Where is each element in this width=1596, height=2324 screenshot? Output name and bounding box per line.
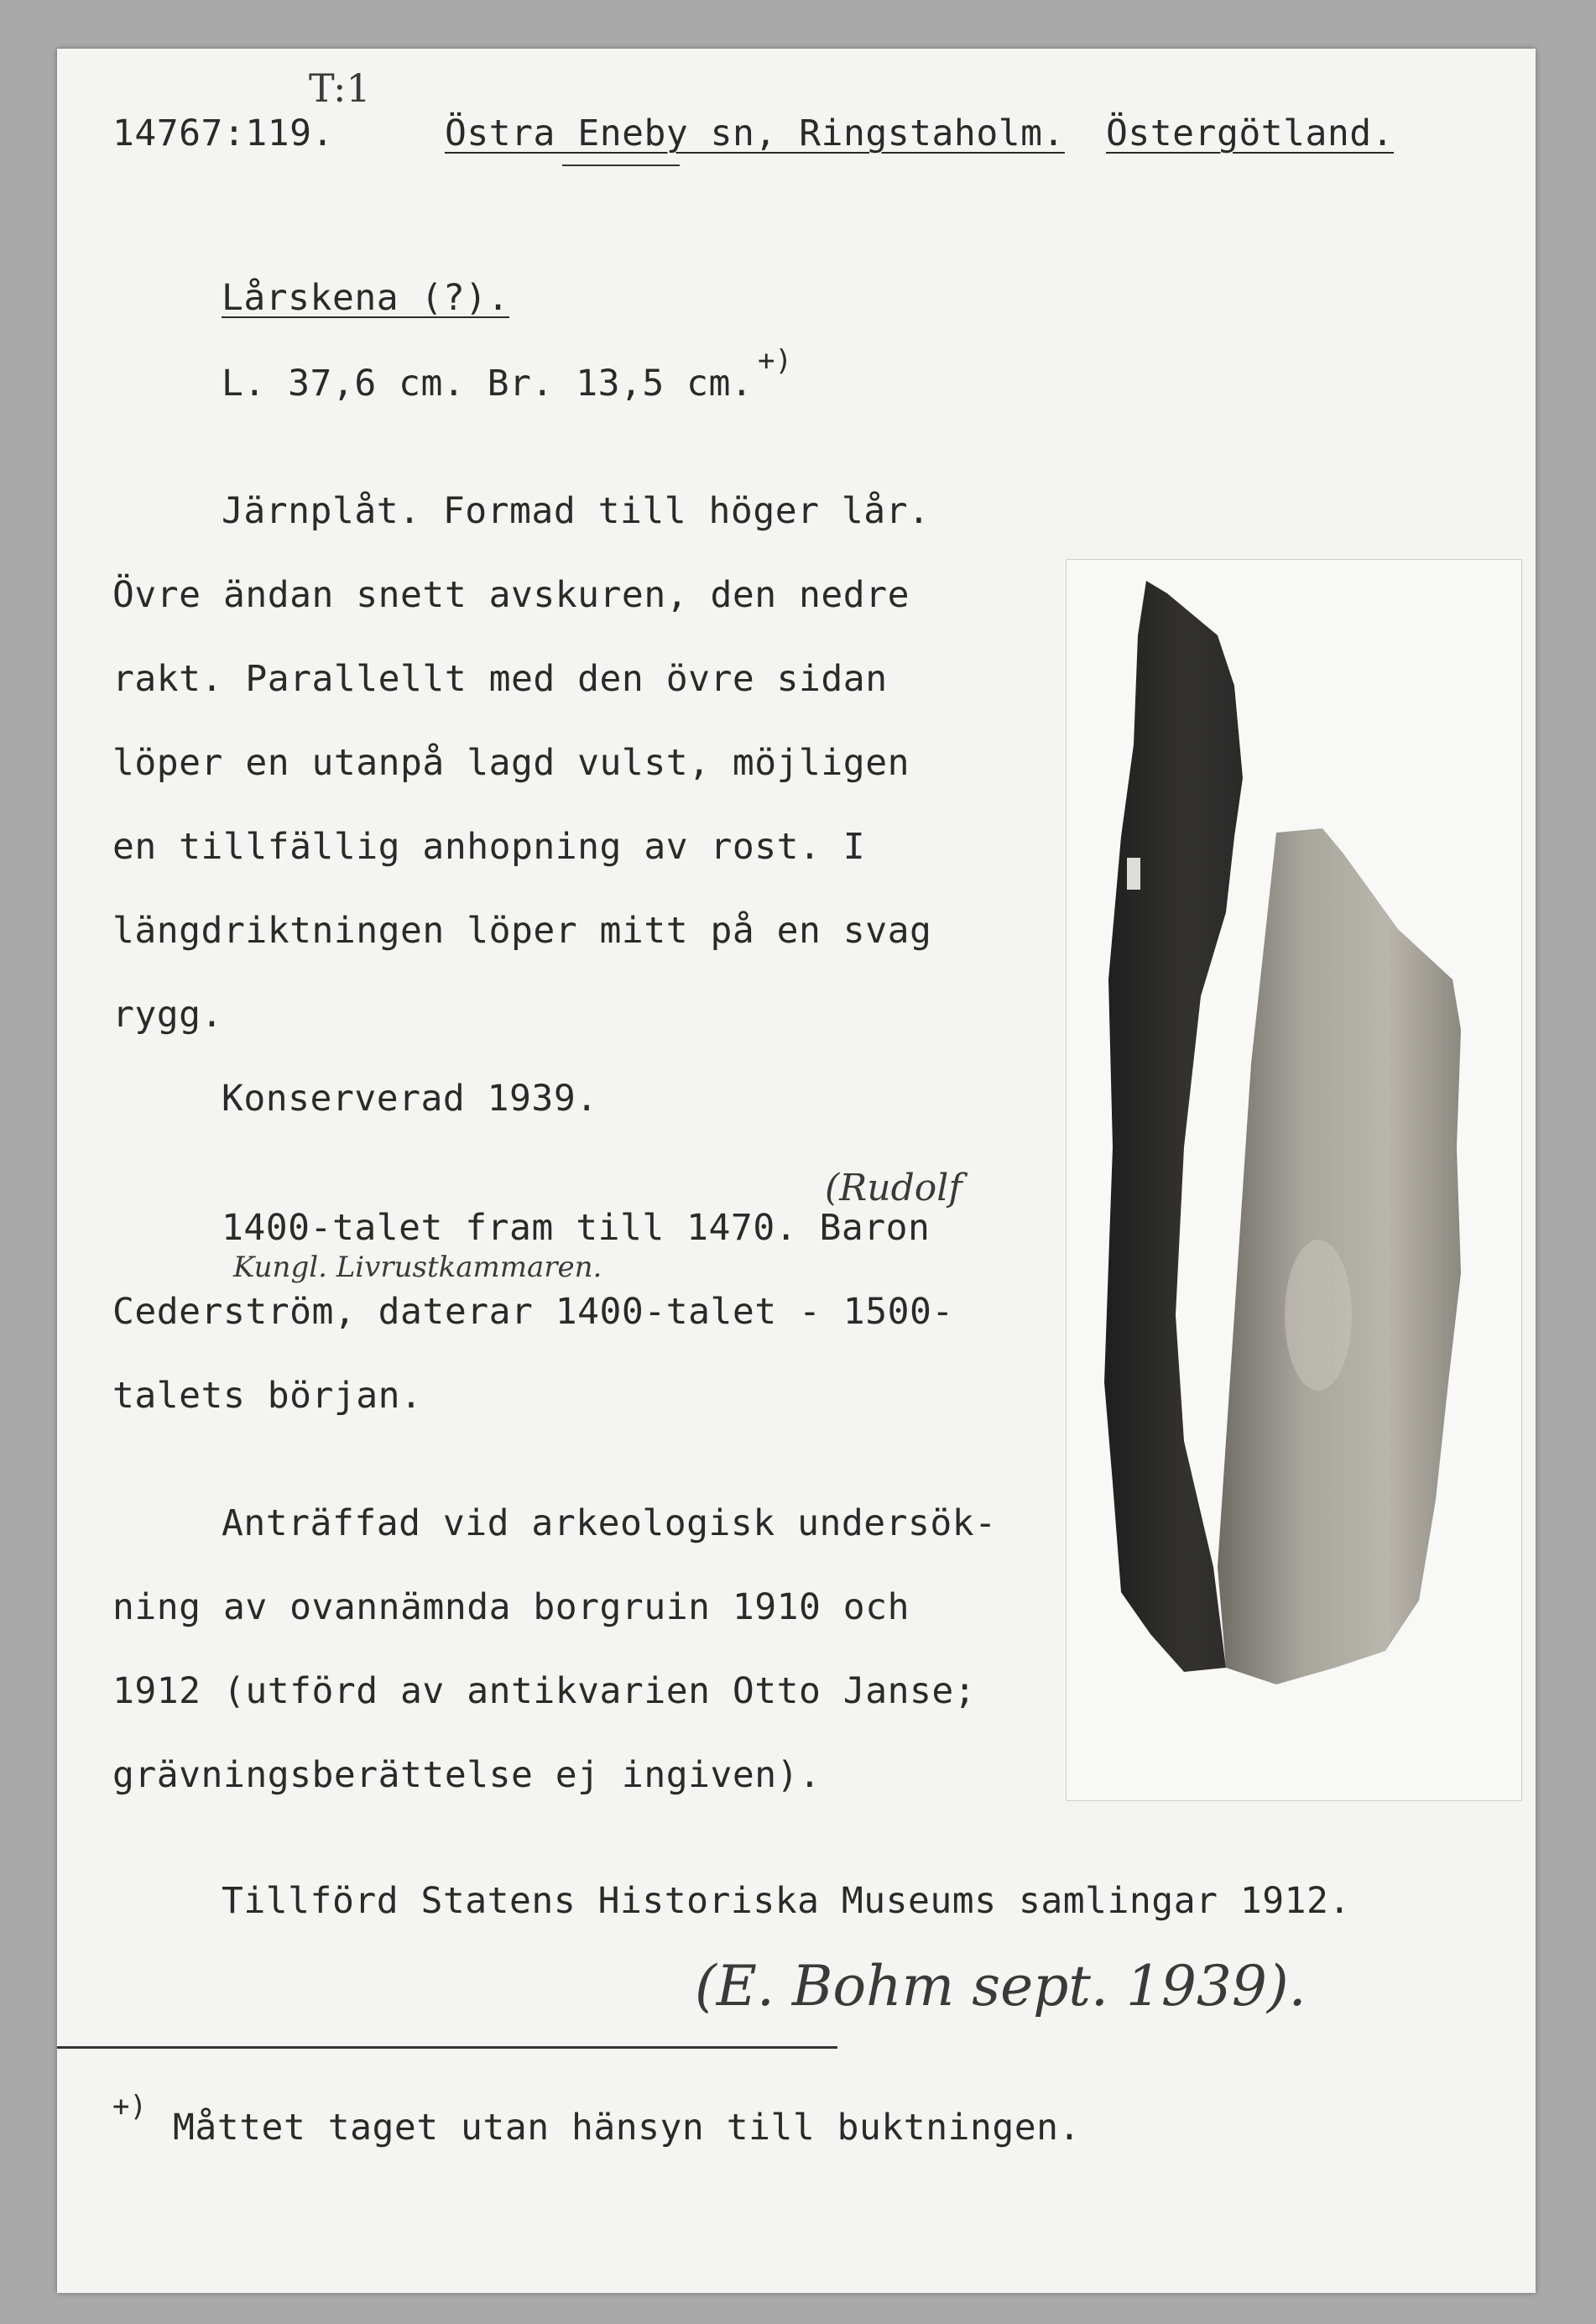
find-line: 1912 (utförd av antikvarien Otto Janse; <box>112 1670 977 1712</box>
handwritten-name: (Rudolf <box>825 1167 962 1209</box>
location-underline-mark <box>562 165 680 166</box>
description-line: Järnplåt. Formad till höger lår. <box>222 490 931 532</box>
corner-mark: T:1 <box>309 65 371 111</box>
find-line: grävningsberättelse ej ingiven). <box>112 1754 821 1796</box>
handwritten-institution: Kungl. Livrustkammaren. <box>233 1251 602 1284</box>
dimensions-note-mark: +) <box>758 344 792 378</box>
location: Östra Eneby sn, Ringstaholm. <box>445 112 1065 154</box>
artifact-photo <box>1066 559 1522 1801</box>
find-line: ning av ovannämnda borgruin 1910 och <box>112 1586 910 1628</box>
footnote-mark: +) <box>112 2090 147 2123</box>
acquisition-note: Tillförd Statens Historiska Museums samlingar 1912. <box>222 1880 1351 1922</box>
description-line: längdriktningen löper mitt på en svag <box>112 910 932 952</box>
dating-line: Cederström, daterar 1400-talet - 1500- <box>112 1291 954 1333</box>
description-line: Övre ändan snett avskuren, den nedre <box>112 574 910 616</box>
dimensions: L. 37,6 cm. Br. 13,5 cm. <box>222 363 754 405</box>
rust-spot <box>1285 1240 1352 1391</box>
signature: (E. Bohm sept. 1939). <box>695 1954 1307 2018</box>
catalog-card <box>57 49 1536 2293</box>
object-title: Lårskena (?). <box>222 277 510 319</box>
conservation-note: Konserverad 1939. <box>222 1078 598 1120</box>
footnote-divider <box>57 2046 837 2049</box>
dating-line: talets början. <box>112 1375 423 1417</box>
dating-line: 1400-talet fram till 1470. Baron <box>222 1207 931 1249</box>
rust-hole <box>1127 858 1140 890</box>
description-line: rygg. <box>112 994 223 1036</box>
description-line: en tillfällig anhopning av rost. I <box>112 826 866 868</box>
find-line: Anträffad vid arkeologisk undersök- <box>222 1502 997 1544</box>
footnote: Måttet taget utan hänsyn till buktningen. <box>173 2107 1081 2149</box>
catalog-number: 14767:119. <box>112 112 334 154</box>
description-line: löper en utanpå lagd vulst, möjligen <box>112 742 910 784</box>
thigh-guard-image <box>1067 560 1521 1800</box>
description-line: rakt. Parallellt med den övre sidan <box>112 658 888 700</box>
province: Östergötland. <box>1106 112 1395 154</box>
